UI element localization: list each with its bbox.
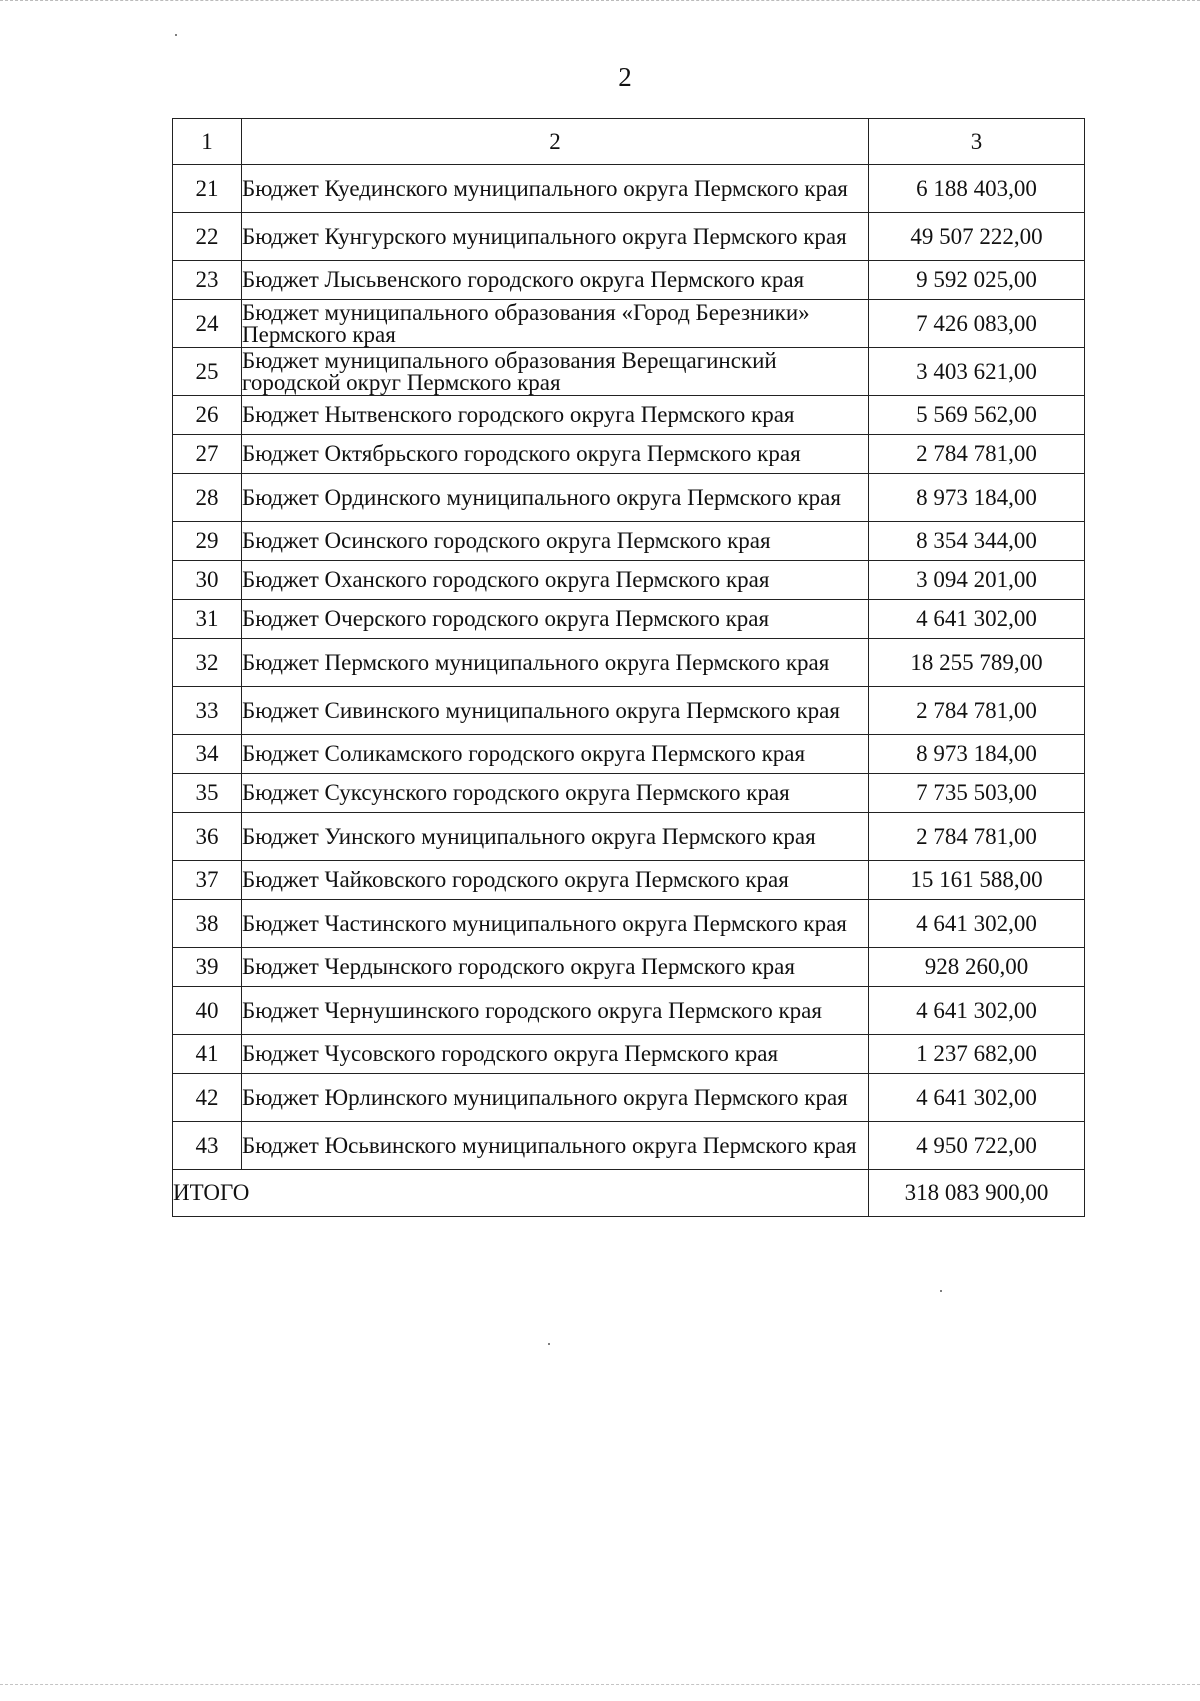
table-row xyxy=(173,435,1085,474)
row-number: 43 xyxy=(173,1122,242,1170)
table-row xyxy=(173,861,1085,900)
budget-name: Бюджет Осинского городского округа Пермского края xyxy=(242,522,869,561)
table-row xyxy=(173,261,1085,300)
budget-amount: 7 426 083,00 xyxy=(869,300,1085,348)
budget-amount: 4 641 302,00 xyxy=(869,600,1085,639)
table-row xyxy=(173,213,1085,261)
budget-amount: 18 255 789,00 xyxy=(869,639,1085,687)
budget-name: Бюджет Суксунского городского округа Пермского края xyxy=(242,774,869,813)
budget-name: Бюджет Пермского муниципального округа Пермского края xyxy=(242,639,869,687)
budget-name: Бюджет Частинского муниципального округа Пермского края xyxy=(242,900,869,948)
budget-amount: 6 188 403,00 xyxy=(869,165,1085,213)
row-number: 41 xyxy=(173,1035,242,1074)
table-row xyxy=(173,948,1085,987)
table-row xyxy=(173,987,1085,1035)
budget-amount: 8 354 344,00 xyxy=(869,522,1085,561)
table-row xyxy=(173,600,1085,639)
table-row xyxy=(173,1122,1085,1170)
row-number: 40 xyxy=(173,987,242,1035)
page-number: 2 xyxy=(618,62,632,92)
budget-name: Бюджет Нытвенского городского округа Пермского края xyxy=(242,396,869,435)
budget-name: Бюджет Лысьвенского городского округа Пермского края xyxy=(242,261,869,300)
table-row xyxy=(173,165,1085,213)
scan-bottom-edge xyxy=(0,1684,1200,1687)
budget-amount: 3 094 201,00 xyxy=(869,561,1085,600)
row-number: 23 xyxy=(173,261,242,300)
row-number: 27 xyxy=(173,435,242,474)
table-row xyxy=(173,348,1085,396)
table-header-row xyxy=(173,119,1085,165)
budget-name: Бюджет Уинского муниципального округа Пермского края xyxy=(242,813,869,861)
budget-amount: 2 784 781,00 xyxy=(869,813,1085,861)
budget-name: Бюджет Чердынского городского округа Пермского края xyxy=(242,948,869,987)
budget-name: Бюджет муниципального образования «Город Березники» Пермского края xyxy=(242,300,869,348)
budget-amount: 4 641 302,00 xyxy=(869,987,1085,1035)
row-number: 28 xyxy=(173,474,242,522)
scan-top-edge xyxy=(0,0,1200,4)
table-row xyxy=(173,639,1085,687)
budget-name: Бюджет Очерского городского округа Пермского края xyxy=(242,600,869,639)
row-number: 22 xyxy=(173,213,242,261)
budget-amount: 9 592 025,00 xyxy=(869,261,1085,300)
budget-name: Бюджет Ординского муниципального округа Пермского края xyxy=(242,474,869,522)
table-body xyxy=(173,119,1085,1217)
table-row xyxy=(173,813,1085,861)
table-row xyxy=(173,561,1085,600)
table-row xyxy=(173,300,1085,348)
budget-amount: 4 950 722,00 xyxy=(869,1122,1085,1170)
budget-amount: 15 161 588,00 xyxy=(869,861,1085,900)
budget-amount: 2 784 781,00 xyxy=(869,687,1085,735)
budget-name: Бюджет Чусовского городского округа Пермского края xyxy=(242,1035,869,1074)
budget-amount: 4 641 302,00 xyxy=(869,1074,1085,1122)
row-number: 38 xyxy=(173,900,242,948)
row-number: 34 xyxy=(173,735,242,774)
scan-speck xyxy=(940,1290,942,1292)
budget-amount: 4 641 302,00 xyxy=(869,900,1085,948)
row-number: 31 xyxy=(173,600,242,639)
table-row xyxy=(173,522,1085,561)
budget-name: Бюджет Соликамского городского округа Пермского края xyxy=(242,735,869,774)
row-number: 42 xyxy=(173,1074,242,1122)
budget-amount: 928 260,00 xyxy=(869,948,1085,987)
budget-amount: 2 784 781,00 xyxy=(869,435,1085,474)
row-number: 25 xyxy=(173,348,242,396)
budget-name: Бюджет муниципального образования Верещагинский городской округ Пермского края xyxy=(242,348,869,396)
budget-amount: 8 973 184,00 xyxy=(869,474,1085,522)
total-amount: 318 083 900,00 xyxy=(869,1170,1085,1217)
row-number: 21 xyxy=(173,165,242,213)
row-number: 39 xyxy=(173,948,242,987)
table-row xyxy=(173,687,1085,735)
row-number: 37 xyxy=(173,861,242,900)
table-row xyxy=(173,735,1085,774)
scan-speck xyxy=(548,1343,550,1345)
budget-name: Бюджет Чайковского городского округа Пермского края xyxy=(242,861,869,900)
table-row xyxy=(173,1035,1085,1074)
budget-name: Бюджет Юрлинского муниципального округа Пермского края xyxy=(242,1074,869,1122)
budget-amount: 1 237 682,00 xyxy=(869,1035,1085,1074)
row-number: 35 xyxy=(173,774,242,813)
budget-name: Бюджет Сивинского муниципального округа Пермского края xyxy=(242,687,869,735)
budget-amount: 49 507 222,00 xyxy=(869,213,1085,261)
row-number: 32 xyxy=(173,639,242,687)
budget-name: Бюджет Октябрьского городского округа Пермского края xyxy=(242,435,869,474)
budget-name: Бюджет Кунгурского муниципального округа Пермского края xyxy=(242,213,869,261)
budget-name: Бюджет Куединского муниципального округа Пермского края xyxy=(242,165,869,213)
table-row xyxy=(173,396,1085,435)
scan-speck xyxy=(175,34,177,36)
budget-amount: 5 569 562,00 xyxy=(869,396,1085,435)
row-number: 33 xyxy=(173,687,242,735)
table-row xyxy=(173,1074,1085,1122)
budget-amount: 8 973 184,00 xyxy=(869,735,1085,774)
budget-amount: 7 735 503,00 xyxy=(869,774,1085,813)
column-header-3: 3 xyxy=(869,119,1085,165)
column-header-2: 2 xyxy=(242,119,869,165)
budget-name: Бюджет Юсьвинского муниципального округа Пермского края xyxy=(242,1122,869,1170)
budget-name: Бюджет Оханского городского округа Пермского края xyxy=(242,561,869,600)
row-number: 36 xyxy=(173,813,242,861)
budget-distribution-table xyxy=(172,118,1085,1217)
budget-name: Бюджет Чернушинского городского округа Пермского края xyxy=(242,987,869,1035)
row-number: 26 xyxy=(173,396,242,435)
table-row xyxy=(173,774,1085,813)
table-row xyxy=(173,474,1085,522)
row-number: 30 xyxy=(173,561,242,600)
table-row xyxy=(173,900,1085,948)
row-number: 29 xyxy=(173,522,242,561)
budget-amount: 3 403 621,00 xyxy=(869,348,1085,396)
row-number: 24 xyxy=(173,300,242,348)
total-label: ИТОГО xyxy=(173,1170,869,1217)
column-header-1: 1 xyxy=(173,119,242,165)
total-row xyxy=(173,1170,1085,1217)
